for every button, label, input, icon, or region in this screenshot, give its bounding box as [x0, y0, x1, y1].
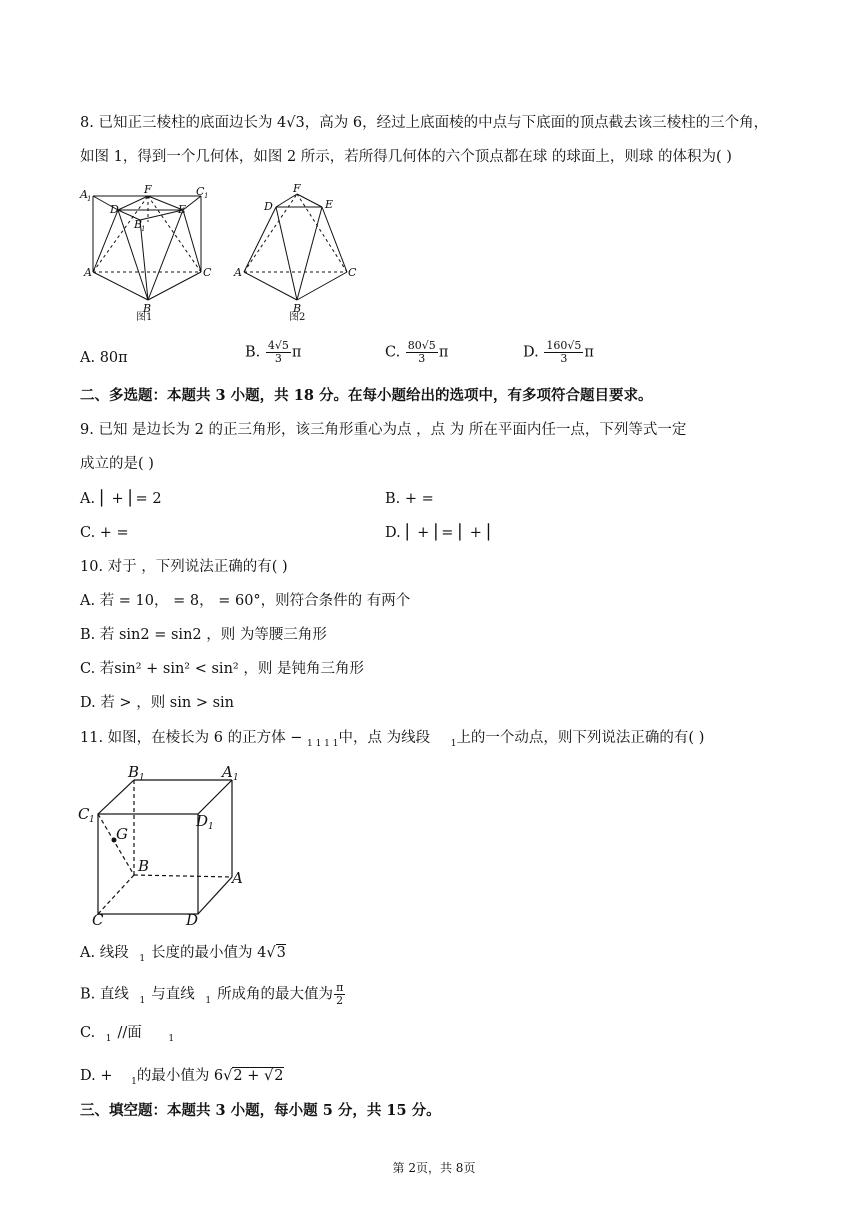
label-A1: A: [80, 188, 88, 201]
q8-option-b: B. $\frac{4√5}{3}$ π: [245, 339, 302, 365]
svg-text:A: A: [234, 266, 242, 279]
q10-stem: 10. 对于 ，下列说法正确的有( ): [80, 559, 288, 575]
q9-option-d: D. ⎢ + ⎢= ⎢ + ⎢: [385, 525, 494, 541]
q10-option-b: B. 若 sin2 = sin2 ，则 为等腰三角形: [80, 627, 327, 643]
q11-option-a: A. 线段 $_1$ 长度的最小值为 4√3: [80, 945, 286, 964]
q9-line1: 9. 已知 是边长为 2 的正三角形，该三角形重心为点 ，点 为 所在平面内任一点，下列等式一定: [80, 422, 687, 438]
q11-cube-figure: [76, 762, 256, 928]
svg-text:D: D: [110, 203, 119, 216]
q9-option-a: A. ⎢ + ⎢= 2: [80, 491, 162, 507]
svg-text:G: G: [116, 825, 128, 843]
q11-stem: 11. 如图，在棱长为 6 的正方体 − $_{1 1 1 1}$中，点 为线段 $_1$上的一个动点，则下列说法正确的有( ): [80, 730, 705, 749]
q11-option-d: D. + $_1$的最小值为 6√2 + √2: [80, 1068, 284, 1087]
q8-line1: 8. 已知正三棱柱的底面边长为 4√3，高为 6，经过上底面棱的中点与下底面的顶点截去该三棱柱的三个角，: [80, 115, 769, 131]
svg-text:1: 1: [204, 192, 209, 200]
svg-text:C: C: [196, 185, 205, 198]
q9-option-c: C. + =: [80, 525, 129, 541]
svg-text:D: D: [196, 812, 209, 830]
q8-option-a: A. 80π: [80, 350, 128, 366]
page-footer: 第 2页，共 8页: [392, 1161, 476, 1175]
svg-text:1: 1: [141, 225, 146, 233]
fig1-caption: 图1: [136, 312, 153, 322]
svg-text:1: 1: [139, 773, 145, 783]
svg-text:C: C: [78, 805, 90, 823]
section-2-heading: 二、多选题：本题共 3 小题，共 18 分。在每小题给出的选项中，有多项符合题目要求。: [80, 387, 653, 404]
svg-text:A: A: [84, 266, 92, 279]
q11-option-c: C. $_1$ //面 $_1$: [80, 1025, 175, 1044]
svg-text:D: D: [186, 911, 199, 928]
q10-option-c: C. 若sin² + sin² < sin² ，则 是钝角三角形: [80, 661, 364, 677]
svg-text:B: B: [138, 857, 150, 875]
q10-option-d: D. 若 > ，则 sin > sin: [80, 695, 235, 711]
q8-option-c: C. $\frac{80√5}{3}$ π: [385, 339, 449, 365]
svg-text:F: F: [293, 182, 301, 195]
svg-text:1: 1: [87, 195, 92, 203]
svg-text:B: B: [293, 302, 302, 315]
svg-text:E: E: [178, 203, 187, 216]
svg-text:C: C: [203, 266, 212, 279]
q8-option-d: D. $\frac{160√5}{3}$ π: [523, 339, 594, 365]
q8-line2: 如图 1，得到一个几何体，如图 2 所示，若所得几何体的六个顶点都在球 的球面上，则球 的体积为( ): [80, 149, 732, 165]
svg-text:1: 1: [89, 815, 95, 825]
svg-text:D: D: [264, 200, 273, 213]
svg-text:1: 1: [233, 773, 239, 783]
svg-text:C: C: [92, 911, 104, 928]
q9-option-b: B. + =: [385, 491, 434, 507]
svg-text:A: A: [222, 763, 233, 781]
section-3-heading: 三、填空题：本题共 3 小题，每小题 5 分，共 15 分。: [80, 1102, 441, 1119]
svg-text:A: A: [232, 869, 243, 887]
svg-text:E: E: [325, 198, 334, 211]
svg-text:1: 1: [208, 822, 214, 832]
q9-line2: 成立的是( ): [80, 456, 154, 472]
q8-figure-1: [78, 182, 228, 322]
svg-text:B: B: [128, 763, 140, 781]
q11-option-b: B. 直线 $_1$ 与直线 $_1$ 所成角的最大值为 $\frac{\pi}{2}$: [80, 981, 344, 1007]
q8-figure-2: [232, 182, 362, 322]
svg-text:B: B: [143, 302, 152, 315]
svg-text:C: C: [348, 266, 357, 279]
svg-text:B: B: [134, 218, 143, 231]
svg-text:F: F: [144, 183, 152, 196]
q10-option-a: A. 若 = 10， = 8， = 60°，则符合条件的 有两个: [80, 593, 411, 609]
fig2-caption: 图2: [289, 312, 306, 322]
